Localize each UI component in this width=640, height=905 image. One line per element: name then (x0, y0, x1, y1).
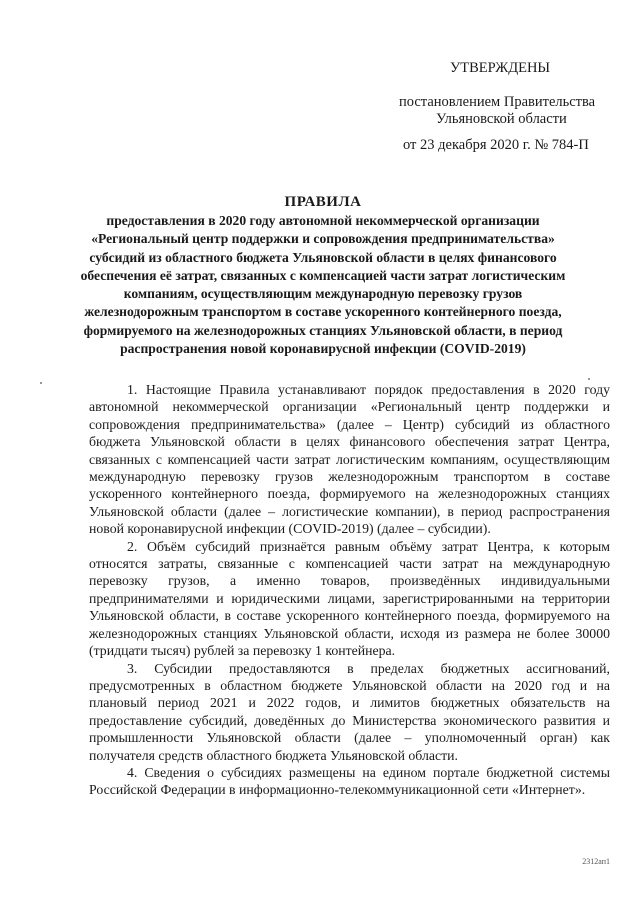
title-block (78, 193, 568, 358)
footer-doc-code: 2312ап1 (582, 857, 610, 866)
paragraph-2: 2. Объём субсидий признаётся равным объёму затрат Центра, к которым относятся затраты, связанные с компенсацией части затрат на международную перевозку грузов, а именно товаров, произведённых индивидуальными предпринимателями и юридическими лицами, зарегистрированными на территории Ульяновской области, в составе ускоренного контейнерного поезда, формируемого на железнодорожных станциях Ульяновской области, исходя из размера не более 30000 (тридцати тысяч) рублей за перевозку 1 контейнера. (89, 538, 610, 659)
approval-line-resolution: постановлением Правительства (399, 94, 596, 110)
approved-heading: УТВЕРЖДЕНЫ (450, 60, 551, 76)
scan-speck (588, 378, 590, 380)
rules-body (89, 381, 610, 799)
doc-title: ПРАВИЛА (284, 194, 362, 210)
approval-date-number: от 23 декабря 2020 г. № 784-П (403, 137, 589, 153)
paragraph-4: 4. Сведения о субсидиях размещены на едином портале бюджетной системы Российской Федерации в информационно-телекоммуникационной сети «Интернет». (89, 764, 610, 798)
approval-line-region: Ульяновской области (436, 111, 567, 127)
paragraph-1: 1. Настоящие Правила устанавливают порядок предоставления в 2020 году автономной некоммерческой организации «Региональный центр поддержки и сопровождения предпринимательства» (далее – Центр) субсидий из областного бюджета Ульяновской области в целях финансового обеспечения затрат Центра, связанных с компенсацией части затрат логистическим компаниям, осуществляющим международную перевозку грузов железнодорожным транспортом в составе ускоренного контейнерного поезда, формируемого на железнодорожных станциях Ульяновской области (далее – логистические компании), в период распространения новой коронавирусной инфекции (COVID-2019) (далее – субсидии). (89, 382, 610, 537)
doc-subtitle: предоставления в 2020 году автономной некоммерческой организации «Региональный центр поддержки и сопровождения предпринимательства» субсидий из областного бюджета Ульяновской области в целях финансового обеспечения её затрат, связанных с компенсацией части затрат логистическим компаниям, осуществляющим международную перевозку грузов железнодорожным транспортом в составе ускоренного контейнерного поезда, формируемого на железнодорожных станциях Ульяновской области, в период распространения новой коронавирусной инфекции (COVID-2019) (80, 213, 566, 357)
scan-speck (40, 382, 42, 384)
paragraph-3: 3. Субсидии предоставляются в пределах бюджетных ассигнований, предусмотренных в областном бюджете Ульяновской области на 2020 год и на плановый период 2021 и 2022 годов, и лимитов бюджетных обязательств на предоставление субсидий, доведённых до Министерства экономического развития и промышленности Ульяновской области (далее – уполномоченный орган) как получателя средств областного бюджета Ульяновской области. (89, 660, 610, 763)
